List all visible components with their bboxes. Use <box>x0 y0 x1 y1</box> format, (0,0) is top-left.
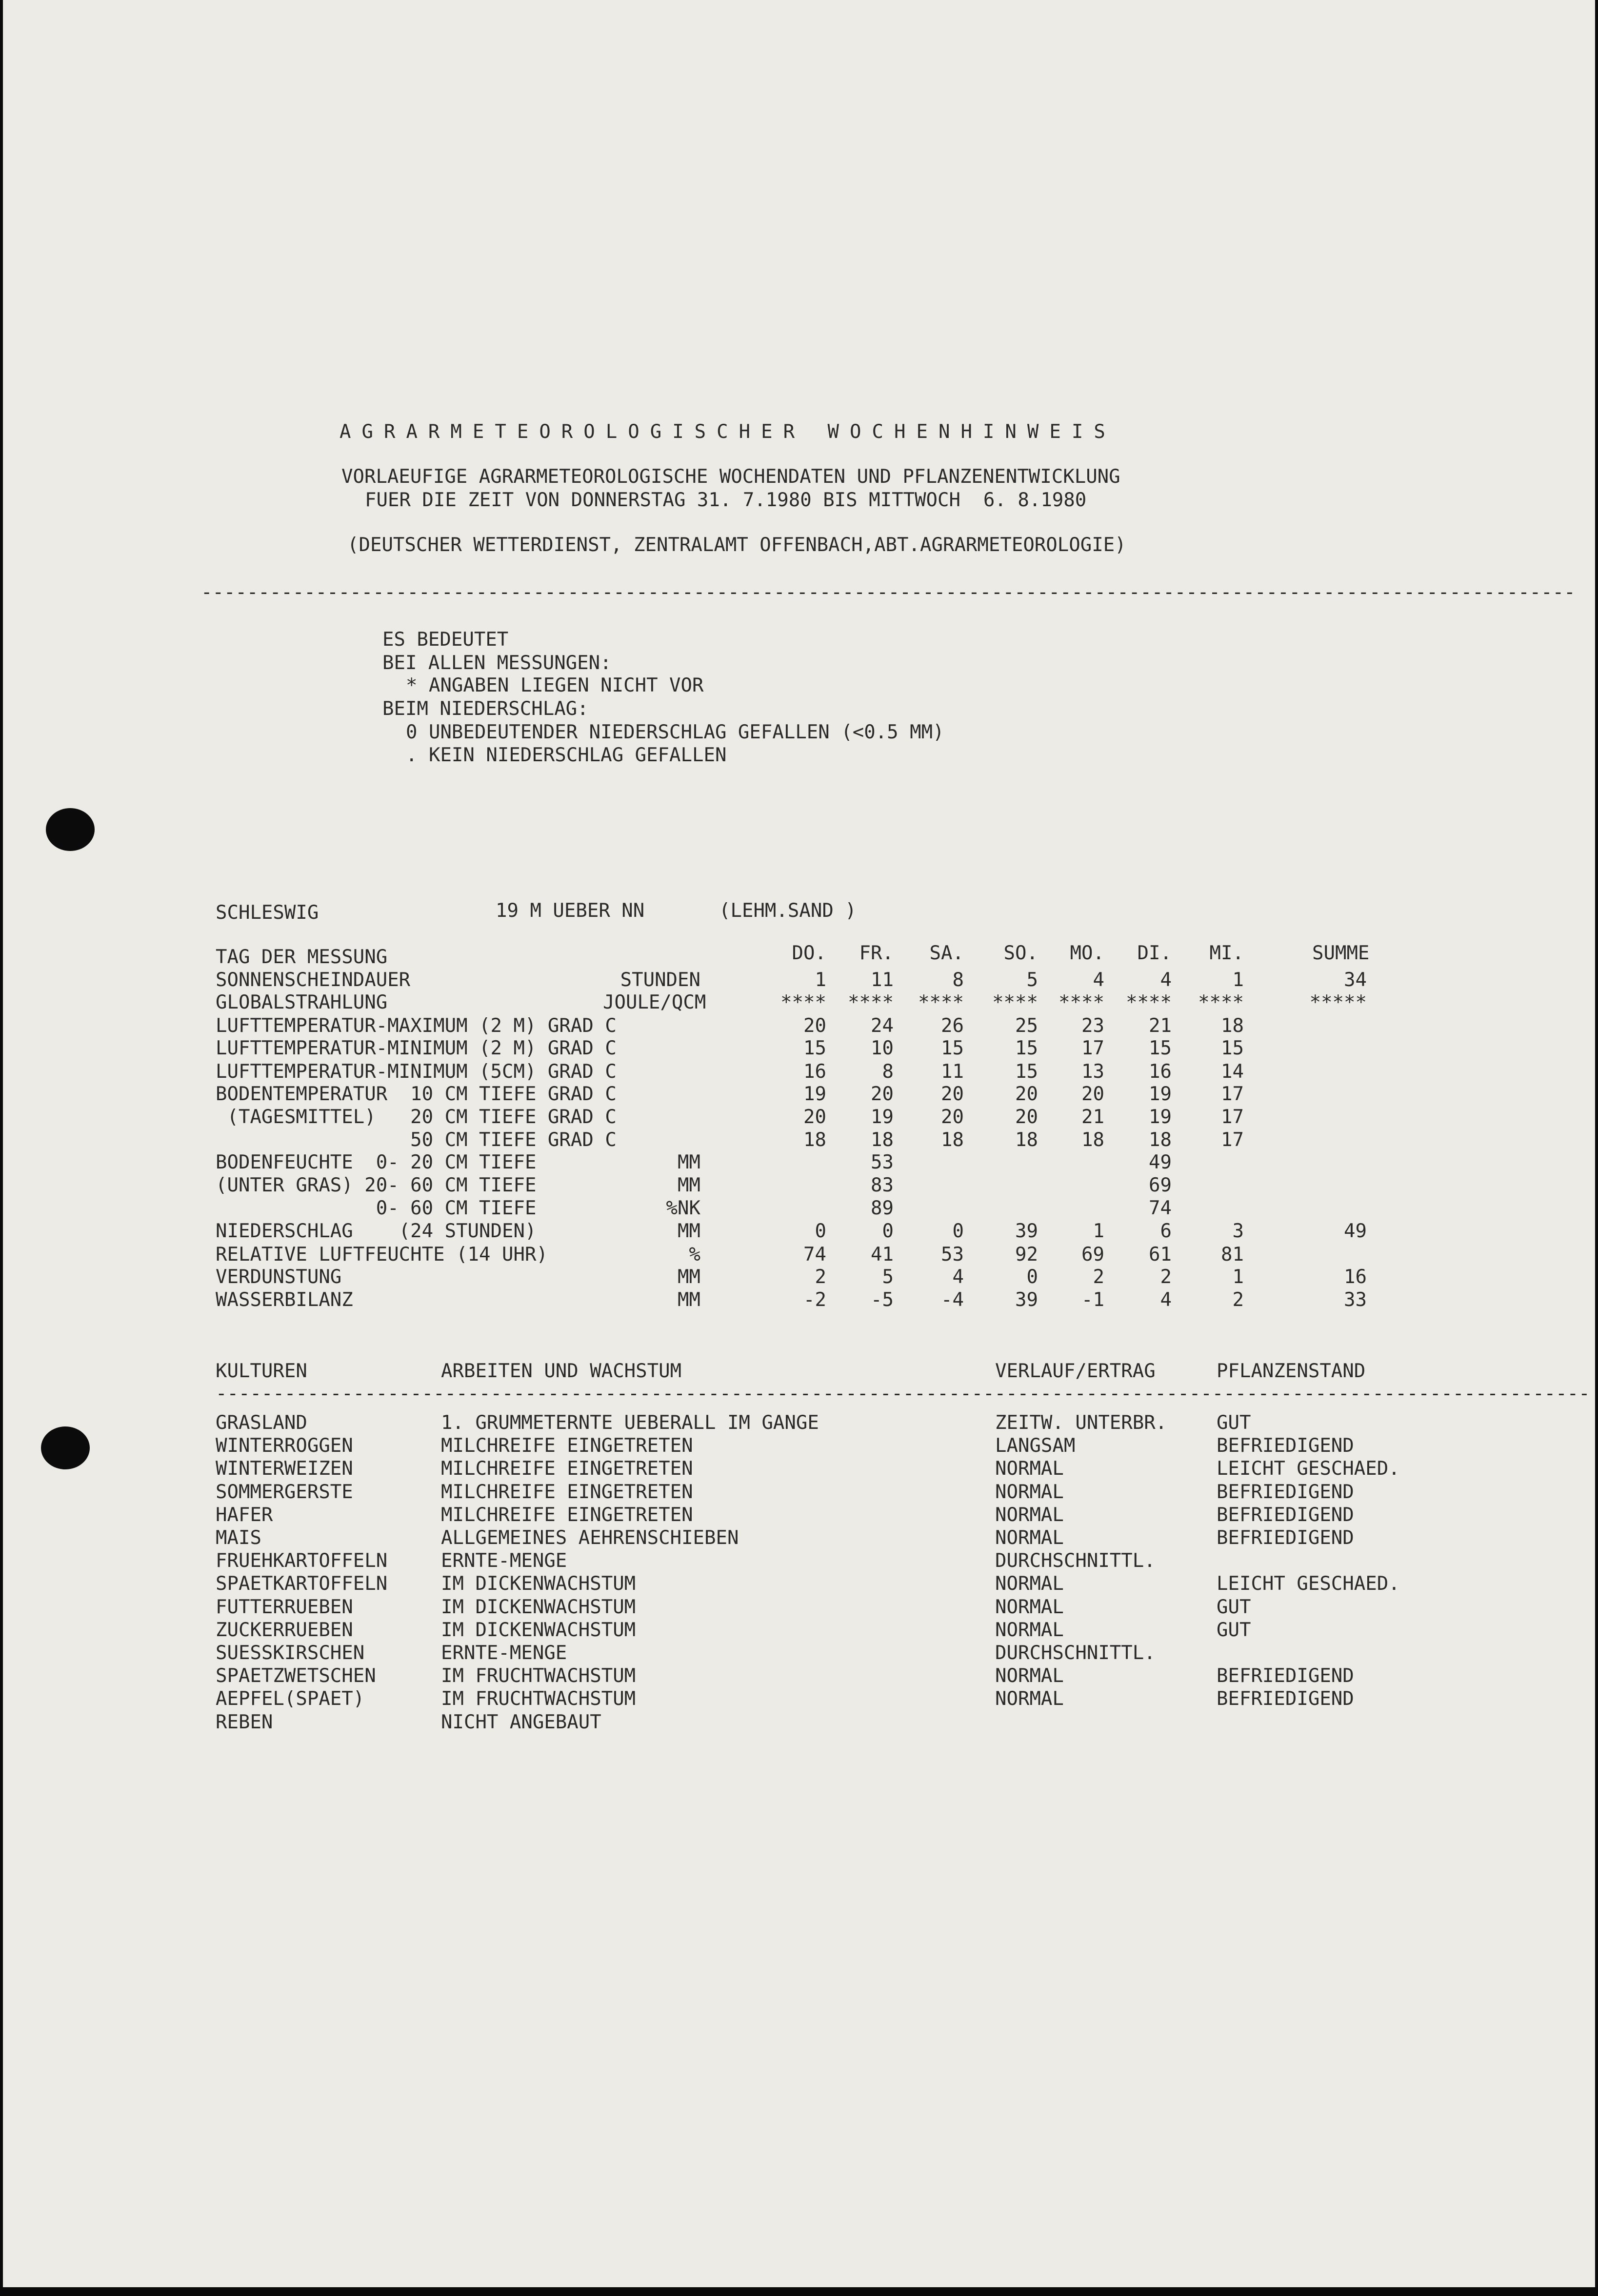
crop-cell: MILCHREIFE EINGETRETEN <box>441 1504 693 1526</box>
cell-value: 25 <box>1015 1015 1038 1037</box>
cell-value: 23 <box>1081 1015 1104 1037</box>
cell-value: 24 <box>871 1015 894 1037</box>
day-header: DI. <box>1137 942 1172 964</box>
separator-line: ------------------------------------------------------------------------------------------------------------------------ <box>201 581 1576 603</box>
crop-cell: ZUCKERRUEBEN <box>216 1619 353 1641</box>
row-label: LUFTTEMPERATUR-MINIMUM (5CM) GRAD C <box>216 1061 617 1083</box>
crop-cell: MILCHREIFE EINGETRETEN <box>441 1458 693 1480</box>
crop-cell: BEFRIEDIGEND <box>1217 1665 1354 1687</box>
row-label: BODENFEUCHTE 0- 20 CM TIEFE <box>216 1151 537 1173</box>
cell-value: 2 <box>815 1266 826 1288</box>
cell-value: 49 <box>1149 1151 1172 1173</box>
row-label: RELATIVE LUFTFEUCHTE (14 UHR) <box>216 1244 548 1266</box>
row-label: SONNENSCHEINDAUER <box>216 969 411 991</box>
cell-value: 20 <box>803 1015 826 1037</box>
cell-value: 20 <box>803 1106 826 1128</box>
cell-value: 19 <box>1149 1083 1172 1105</box>
crop-cell: LANGSAM <box>995 1435 1076 1457</box>
crop-cell: DURCHSCHNITTL. <box>995 1550 1156 1572</box>
cell-value: 18 <box>803 1129 826 1151</box>
crop-cell: MILCHREIFE EINGETRETEN <box>441 1481 693 1503</box>
crop-cell: NORMAL <box>995 1504 1064 1526</box>
row-label: BODENTEMPERATUR 10 CM TIEFE GRAD C <box>216 1083 617 1105</box>
cell-value: 8 <box>952 969 964 991</box>
crop-cell: ZEITW. UNTERBR. <box>995 1412 1167 1434</box>
crop-cell: NORMAL <box>995 1596 1064 1618</box>
cell-value: 1 <box>1232 969 1244 991</box>
cell-value: 15 <box>1149 1037 1172 1059</box>
row-unit: MM <box>678 1174 700 1196</box>
cell-value: 15 <box>941 1037 964 1059</box>
cell-sum: 33 <box>1344 1289 1367 1311</box>
crop-cell: WINTERWEIZEN <box>216 1458 353 1480</box>
legend-line: BEI ALLEN MESSUNGEN: <box>382 652 612 674</box>
crop-cell: BEFRIEDIGEND <box>1217 1504 1354 1526</box>
crop-cell: WINTERROGGEN <box>216 1435 353 1457</box>
cell-value: 10 <box>871 1037 894 1059</box>
cell-sum: 34 <box>1344 969 1367 991</box>
crop-column-header: VERLAUF/ERTRAG <box>995 1360 1156 1382</box>
cell-value: 1 <box>1093 1220 1104 1242</box>
cell-value: 0 <box>882 1220 894 1242</box>
cell-sum: ***** <box>1309 991 1367 1013</box>
row-unit: JOULE/QCM <box>603 991 706 1013</box>
cell-value: 15 <box>1221 1037 1244 1059</box>
cell-value: 15 <box>1015 1061 1038 1083</box>
cell-value: 3 <box>1232 1220 1244 1242</box>
cell-value: 5 <box>882 1266 894 1288</box>
crop-cell: DURCHSCHNITTL. <box>995 1642 1156 1664</box>
crop-cell: GRASLAND <box>216 1412 307 1434</box>
cell-value: 4 <box>1160 969 1172 991</box>
cell-value: **** <box>780 991 826 1013</box>
cell-value: 17 <box>1221 1106 1244 1128</box>
row-unit: MM <box>678 1266 700 1288</box>
day-header: MO. <box>1070 942 1104 964</box>
station-name: SCHLESWIG <box>216 902 319 924</box>
cell-value: 21 <box>1149 1015 1172 1037</box>
cell-value: 2 <box>1232 1289 1244 1311</box>
cell-value: 39 <box>1015 1220 1038 1242</box>
cell-value: 18 <box>1015 1129 1038 1151</box>
station-soil: (LEHM.SAND ) <box>719 900 857 922</box>
cell-value: **** <box>1126 991 1172 1013</box>
cell-value: -4 <box>941 1289 964 1311</box>
row-label: VERDUNSTUNG <box>216 1266 342 1288</box>
cell-value: 11 <box>941 1061 964 1083</box>
crop-cell: REBEN <box>216 1711 273 1733</box>
cell-value: 18 <box>871 1129 894 1151</box>
cell-value: 89 <box>871 1197 894 1219</box>
cell-value: 53 <box>871 1151 894 1173</box>
cell-value: 74 <box>803 1244 826 1266</box>
crop-cell: ERNTE-MENGE <box>441 1550 567 1572</box>
crop-cell: ALLGEMEINES AEHRENSCHIEBEN <box>441 1527 739 1549</box>
cell-value: 4 <box>952 1266 964 1288</box>
crop-cell: IM FRUCHTWACHSTUM <box>441 1665 636 1687</box>
cell-value: 19 <box>871 1106 894 1128</box>
cell-value: 13 <box>1081 1061 1104 1083</box>
crop-cell: SUESSKIRSCHEN <box>216 1642 365 1664</box>
crop-cell: LEICHT GESCHAED. <box>1217 1573 1400 1595</box>
cell-value: 17 <box>1221 1129 1244 1151</box>
crop-cell: NORMAL <box>995 1481 1064 1503</box>
cell-value: **** <box>992 991 1038 1013</box>
crop-cell: FRUEHKARTOFFELN <box>216 1550 388 1572</box>
cell-value: 20 <box>1015 1083 1038 1105</box>
crop-cell: 1. GRUMMETERNTE UEBERALL IM GANGE <box>441 1412 819 1434</box>
cell-value: 39 <box>1015 1289 1038 1311</box>
row-unit: %NK <box>666 1197 700 1219</box>
cell-value: 53 <box>941 1244 964 1266</box>
cell-value: 15 <box>803 1037 826 1059</box>
row-label: (TAGESMITTEL) 20 CM TIEFE GRAD C <box>216 1106 617 1128</box>
document-page <box>3 0 1595 2287</box>
cell-value: 11 <box>871 969 894 991</box>
cell-value: 83 <box>871 1174 894 1196</box>
cell-value: 18 <box>1221 1015 1244 1037</box>
crop-cell: LEICHT GESCHAED. <box>1217 1458 1400 1480</box>
crop-cell: NORMAL <box>995 1688 1064 1710</box>
cell-value: 15 <box>1015 1037 1038 1059</box>
cell-value: 81 <box>1221 1244 1244 1266</box>
cell-value: -2 <box>803 1289 826 1311</box>
crop-cell: BEFRIEDIGEND <box>1217 1481 1354 1503</box>
crop-cell: MILCHREIFE EINGETRETEN <box>441 1435 693 1457</box>
cell-value: 17 <box>1081 1037 1104 1059</box>
punch-hole-top <box>46 808 95 851</box>
crop-cell: FUTTERRUEBEN <box>216 1596 353 1618</box>
day-header: MI. <box>1209 942 1244 964</box>
cell-value: 4 <box>1093 969 1104 991</box>
cell-value: **** <box>918 991 964 1013</box>
crop-cell: NORMAL <box>995 1573 1064 1595</box>
row-unit: MM <box>678 1289 700 1311</box>
row-label: 0- 60 CM TIEFE <box>216 1197 537 1219</box>
crop-cell: BEFRIEDIGEND <box>1217 1527 1354 1549</box>
cell-value: 0 <box>952 1220 964 1242</box>
cell-value: 0 <box>815 1220 826 1242</box>
row-label: LUFTTEMPERATUR-MAXIMUM (2 M) GRAD C <box>216 1015 617 1037</box>
row-unit: % <box>689 1244 700 1266</box>
day-header: FR. <box>859 942 894 964</box>
legend-line: ES BEDEUTET <box>382 629 509 651</box>
crop-column-header: ARBEITEN UND WACHSTUM <box>441 1360 682 1382</box>
crop-cell: GUT <box>1217 1619 1251 1641</box>
crop-cell: BEFRIEDIGEND <box>1217 1435 1354 1457</box>
row-label: GLOBALSTRAHLUNG <box>216 991 388 1013</box>
crop-column-header: PFLANZENSTAND <box>1217 1360 1366 1382</box>
cell-value: **** <box>1059 991 1104 1013</box>
crop-cell: GUT <box>1217 1412 1251 1434</box>
day-header-sum: SUMME <box>1312 942 1370 964</box>
cell-value: 17 <box>1221 1083 1244 1105</box>
row-unit: STUNDEN <box>620 969 700 991</box>
cell-value: 74 <box>1149 1197 1172 1219</box>
cell-value: 18 <box>941 1129 964 1151</box>
day-header: SO. <box>1003 942 1038 964</box>
cell-value: 19 <box>803 1083 826 1105</box>
crop-cell: NORMAL <box>995 1527 1064 1549</box>
row-label: NIEDERSCHLAG (24 STUNDEN) <box>216 1220 537 1242</box>
cell-value: 26 <box>941 1015 964 1037</box>
cell-value: 14 <box>1221 1061 1244 1083</box>
cell-value: 6 <box>1160 1220 1172 1242</box>
crop-cell: NORMAL <box>995 1458 1064 1480</box>
crop-cell: IM DICKENWACHSTUM <box>441 1596 636 1618</box>
cell-value: 92 <box>1015 1244 1038 1266</box>
cell-value: 69 <box>1081 1244 1104 1266</box>
crop-cell: NORMAL <box>995 1619 1064 1641</box>
crop-cell: SOMMERGERSTE <box>216 1481 353 1503</box>
source-line: (DEUTSCHER WETTERDIENST, ZENTRALAMT OFFENBACH,ABT.AGRARMETEOROLOGIE) <box>347 534 1126 556</box>
crop-cell: ERNTE-MENGE <box>441 1642 567 1664</box>
cell-value: 18 <box>1149 1129 1172 1151</box>
crop-separator-line: ------------------------------------------------------------------------------------------------------------------------ <box>216 1383 1590 1405</box>
crop-column-header: KULTUREN <box>216 1360 307 1382</box>
punch-hole-bottom <box>41 1426 90 1469</box>
cell-value: 0 <box>1026 1266 1038 1288</box>
cell-value: **** <box>848 991 894 1013</box>
day-header: DO. <box>792 942 826 964</box>
cell-value: 18 <box>1081 1129 1104 1151</box>
crop-cell: GUT <box>1217 1596 1251 1618</box>
period-line: FUER DIE ZEIT VON DONNERSTAG 31. 7.1980 BIS MITTWOCH 6. 8.1980 <box>365 489 1087 511</box>
crop-cell: BEFRIEDIGEND <box>1217 1688 1354 1710</box>
crop-cell: SPAETKARTOFFELN <box>216 1573 388 1595</box>
document-title: AGRARMETEOROLOGISCHER WOCHENHINWEIS <box>340 421 1116 443</box>
cell-value: 1 <box>815 969 826 991</box>
cell-value: 16 <box>1149 1061 1172 1083</box>
crop-cell: IM DICKENWACHSTUM <box>441 1619 636 1641</box>
cell-value: 69 <box>1149 1174 1172 1196</box>
crop-cell: IM FRUCHTWACHSTUM <box>441 1688 636 1710</box>
row-label: TAG DER MESSUNG <box>216 946 388 968</box>
cell-sum: 16 <box>1344 1266 1367 1288</box>
cell-value: 20 <box>941 1083 964 1105</box>
cell-value: 8 <box>882 1061 894 1083</box>
cell-value: 20 <box>941 1106 964 1128</box>
day-header: SA. <box>929 942 964 964</box>
cell-value: 21 <box>1081 1106 1104 1128</box>
legend-line: * ANGABEN LIEGEN NICHT VOR <box>406 674 704 696</box>
legend-line: 0 UNBEDEUTENDER NIEDERSCHLAG GEFALLEN (<0.5 MM) <box>406 721 944 743</box>
cell-value: 1 <box>1232 1266 1244 1288</box>
crop-cell: MAIS <box>216 1527 261 1549</box>
cell-value: 61 <box>1149 1244 1172 1266</box>
row-label: WASSERBILANZ <box>216 1289 353 1311</box>
crop-cell: AEPFEL(SPAET) <box>216 1688 365 1710</box>
cell-value: 41 <box>871 1244 894 1266</box>
document-subtitle: VORLAEUFIGE AGRARMETEOROLOGISCHE WOCHENDATEN UND PFLANZENENTWICKLUNG <box>341 466 1120 488</box>
cell-value: 20 <box>1015 1106 1038 1128</box>
row-unit: MM <box>678 1220 700 1242</box>
row-label: LUFTTEMPERATUR-MINIMUM (2 M) GRAD C <box>216 1037 617 1059</box>
cell-value: 20 <box>871 1083 894 1105</box>
crop-cell: SPAETZWETSCHEN <box>216 1665 376 1687</box>
legend-line: BEIM NIEDERSCHLAG: <box>382 698 589 720</box>
cell-value: -5 <box>871 1289 894 1311</box>
cell-value: 2 <box>1093 1266 1104 1288</box>
cell-value: 5 <box>1026 969 1038 991</box>
crop-cell: NICHT ANGEBAUT <box>441 1711 601 1733</box>
station-elevation: 19 M UEBER NN <box>496 900 645 922</box>
crop-cell: NORMAL <box>995 1665 1064 1687</box>
row-unit: MM <box>678 1151 700 1173</box>
legend-line: . KEIN NIEDERSCHLAG GEFALLEN <box>406 744 727 766</box>
cell-value: -1 <box>1081 1289 1104 1311</box>
cell-value: 4 <box>1160 1289 1172 1311</box>
cell-value: 16 <box>803 1061 826 1083</box>
cell-sum: 49 <box>1344 1220 1367 1242</box>
cell-value: 2 <box>1160 1266 1172 1288</box>
cell-value: 19 <box>1149 1106 1172 1128</box>
row-label: (UNTER GRAS) 20- 60 CM TIEFE <box>216 1174 537 1196</box>
cell-value: 20 <box>1081 1083 1104 1105</box>
crop-cell: HAFER <box>216 1504 273 1526</box>
row-label: 50 CM TIEFE GRAD C <box>216 1129 617 1151</box>
crop-cell: IM DICKENWACHSTUM <box>441 1573 636 1595</box>
cell-value: **** <box>1198 991 1244 1013</box>
